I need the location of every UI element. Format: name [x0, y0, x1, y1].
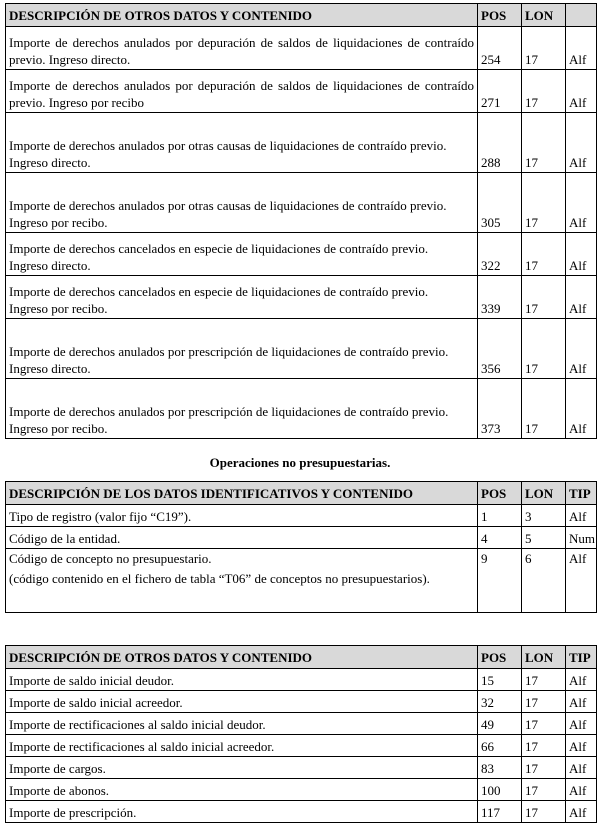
- row-lon: 17: [522, 113, 566, 173]
- table-row: [6, 735, 597, 757]
- row-lon: 3: [522, 505, 566, 527]
- table-row: [6, 713, 597, 735]
- row-tip: Alf: [566, 113, 597, 173]
- row-pos: 49: [478, 713, 522, 735]
- row-pos: 356: [478, 319, 522, 379]
- description-text: Importe de abonos.: [9, 783, 110, 798]
- row-pos: 288: [478, 113, 522, 173]
- row-tip: Alf: [566, 276, 597, 319]
- row-description: [6, 70, 478, 113]
- row-tip: Alf: [566, 757, 597, 779]
- row-tip: Alf: [566, 801, 597, 823]
- description-text: Importe de saldo inicial acreedor.: [9, 695, 183, 710]
- description-text: Importe de prescripción.: [9, 805, 137, 820]
- section-title: Operaciones no presupuestarias.: [209, 455, 391, 470]
- row-tip: Alf: [566, 505, 597, 527]
- row-pos: 373: [478, 379, 522, 439]
- row-tip: Alf: [566, 27, 597, 70]
- row-description: [6, 319, 478, 379]
- header-description: DESCRIPCIÓN DE OTROS DATOS Y CONTENIDO: [6, 646, 478, 669]
- table-row: [6, 70, 597, 113]
- row-description: [6, 505, 478, 527]
- description-text: Importe de derechos anulados por prescripción de liquidaciones de contraído previo.: [9, 344, 449, 359]
- row-tip: Alf: [566, 691, 597, 713]
- header-pos: POS: [478, 646, 522, 669]
- table-row: [6, 505, 597, 527]
- table-row: [6, 319, 597, 379]
- row-lon: 17: [522, 735, 566, 757]
- row-lon: 17: [522, 379, 566, 439]
- row-pos: 305: [478, 173, 522, 233]
- row-description: [6, 527, 478, 549]
- row-description: [6, 735, 478, 757]
- row-tip: Alf: [566, 319, 597, 379]
- row-lon: 17: [522, 691, 566, 713]
- table-row: [6, 779, 597, 801]
- header-lon: LON: [522, 4, 566, 27]
- row-pos: 339: [478, 276, 522, 319]
- row-lon: 17: [522, 757, 566, 779]
- table-row: [6, 527, 597, 549]
- row-pos: 4: [478, 527, 522, 549]
- row-description: [6, 233, 478, 276]
- row-description: [6, 549, 478, 613]
- row-pos: 100: [478, 779, 522, 801]
- row-tip: Alf: [566, 70, 597, 113]
- header-pos: POS: [478, 4, 522, 27]
- description-text: Importe de derechos anulados por depuración de saldos de liquidaciones de contraído previo. Ingreso por recibo: [9, 78, 474, 110]
- row-description: [6, 779, 478, 801]
- row-description: [6, 113, 478, 173]
- row-pos: 15: [478, 669, 522, 691]
- description-text: Importe de rectificaciones al saldo inicial acreedor.: [9, 739, 275, 754]
- row-pos: 83: [478, 757, 522, 779]
- header-description: DESCRIPCIÓN DE LOS DATOS IDENTIFICATIVOS Y CONTENIDO: [6, 482, 478, 505]
- description-text: Ingreso directo.: [9, 361, 91, 376]
- table-header-row: [6, 646, 597, 669]
- description-text: Importe de derechos cancelados en especie de liquidaciones de contraído previo.: [9, 241, 429, 256]
- row-lon: 17: [522, 779, 566, 801]
- row-pos: 254: [478, 27, 522, 70]
- row-lon: 17: [522, 173, 566, 233]
- row-description: [6, 713, 478, 735]
- description-text: Código de la entidad.: [9, 531, 121, 546]
- row-lon: 17: [522, 276, 566, 319]
- description-text: Ingreso directo.: [9, 155, 91, 170]
- row-description: [6, 691, 478, 713]
- description-text: Importe de saldo inicial deudor.: [9, 673, 174, 688]
- table-row: [6, 113, 597, 173]
- header-tip: TIP: [566, 646, 597, 669]
- table-row: [6, 233, 597, 276]
- row-lon: 17: [522, 713, 566, 735]
- header-tip: [566, 4, 597, 27]
- description-text: Importe de cargos.: [9, 761, 106, 776]
- row-lon: 17: [522, 319, 566, 379]
- description-text: Tipo de registro (valor fijo “C19”).: [9, 509, 192, 524]
- table-row: [6, 669, 597, 691]
- row-tip: Alf: [566, 379, 597, 439]
- other-data-table: [5, 3, 597, 439]
- row-lon: 17: [522, 27, 566, 70]
- row-pos: 1: [478, 505, 522, 527]
- table-header-row: [6, 482, 597, 505]
- table-row: [6, 276, 597, 319]
- description-text: Código de concepto no presupuestario.: [9, 551, 212, 566]
- description-text: Importe de derechos anulados por depuración de saldos de liquidaciones de contraído previo. Ingreso directo.: [9, 35, 474, 67]
- row-lon: 5: [522, 527, 566, 549]
- row-tip: Alf: [566, 779, 597, 801]
- row-tip: Alf: [566, 713, 597, 735]
- row-lon: 17: [522, 669, 566, 691]
- table-row: [6, 173, 597, 233]
- row-lon: 17: [522, 70, 566, 113]
- table-row: [6, 27, 597, 70]
- description-text: Ingreso por recibo.: [9, 301, 108, 316]
- row-description: [6, 276, 478, 319]
- description-text: Importe de rectificaciones al saldo inicial deudor.: [9, 717, 266, 732]
- row-tip: Alf: [566, 549, 597, 613]
- row-description: [6, 379, 478, 439]
- row-lon: 17: [522, 801, 566, 823]
- description-text: Importe de derechos cancelados en especie de liquidaciones de contraído previo.: [9, 284, 429, 299]
- table-header-row: [6, 4, 597, 27]
- header-pos: POS: [478, 482, 522, 505]
- row-lon: 6: [522, 549, 566, 613]
- description-text: (código contenido en el fichero de tabla “T06” de conceptos no presupuestarios).: [9, 571, 430, 586]
- row-description: [6, 27, 478, 70]
- row-description: [6, 669, 478, 691]
- row-pos: 66: [478, 735, 522, 757]
- row-pos: 32: [478, 691, 522, 713]
- row-tip: Alf: [566, 233, 597, 276]
- row-pos: 271: [478, 70, 522, 113]
- description-text: Ingreso directo.: [9, 258, 91, 273]
- header-lon: LON: [522, 646, 566, 669]
- table-row: [6, 379, 597, 439]
- table-row: [6, 549, 597, 613]
- header-description: DESCRIPCIÓN DE OTROS DATOS Y CONTENIDO: [6, 4, 478, 27]
- row-pos: 322: [478, 233, 522, 276]
- table-row: [6, 801, 597, 823]
- identification-data-table: [5, 481, 597, 613]
- row-description: [6, 757, 478, 779]
- description-text: Importe de derechos anulados por otras causas de liquidaciones de contraído previo.: [9, 138, 447, 153]
- row-pos: 9: [478, 549, 522, 613]
- header-tip: TIP: [566, 482, 597, 505]
- description-text: Ingreso por recibo.: [9, 421, 108, 436]
- description-text: Importe de derechos anulados por prescripción de liquidaciones de contraído previo.: [9, 404, 449, 419]
- table-row: [6, 757, 597, 779]
- row-description: [6, 173, 478, 233]
- row-tip: Alf: [566, 735, 597, 757]
- table-row: [6, 691, 597, 713]
- other-data-table-2: [5, 645, 597, 823]
- row-lon: 17: [522, 233, 566, 276]
- description-text: Ingreso por recibo.: [9, 215, 108, 230]
- description-text: Importe de derechos anulados por otras causas de liquidaciones de contraído previo.: [9, 198, 447, 213]
- row-tip: Num: [566, 527, 597, 549]
- row-description: [6, 801, 478, 823]
- row-pos: 117: [478, 801, 522, 823]
- header-lon: LON: [522, 482, 566, 505]
- row-tip: Alf: [566, 173, 597, 233]
- row-tip: Alf: [566, 669, 597, 691]
